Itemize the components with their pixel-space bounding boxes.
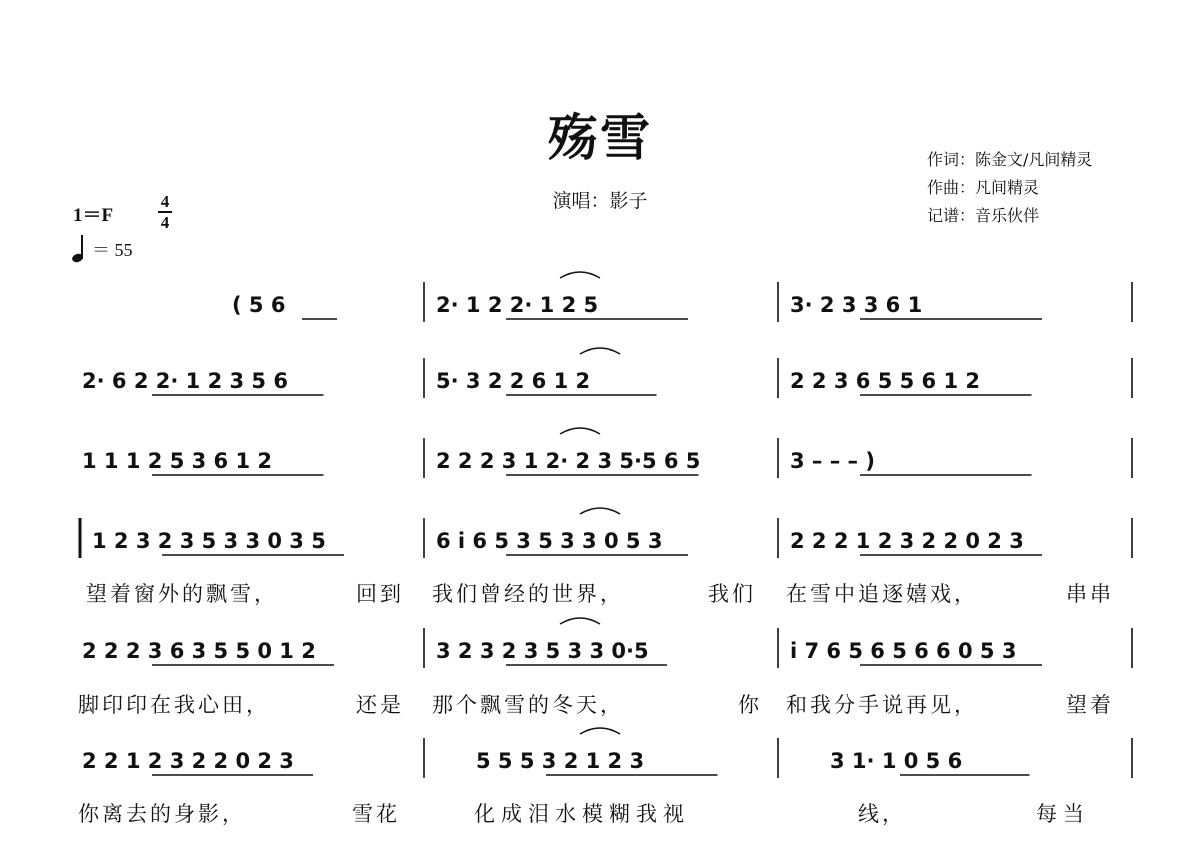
slur-mark xyxy=(580,728,620,734)
lyric-phrase: 每当 xyxy=(1036,802,1090,826)
lyric-phrase: 那个飘雪的冬天， xyxy=(432,693,624,717)
measure-notes: 3 1· 1 0 5 6 xyxy=(830,749,963,773)
singer-credit: 演唱：影子 xyxy=(552,190,648,212)
measure-notes: 2 2 2 1 2 3 2 2 0 2 3 xyxy=(790,529,1024,553)
measure-notes: 6 i 6 5 3 5 3 3 0 5 3 xyxy=(436,529,663,553)
measure-notes: 1 1 1 2 5 3 6 1 2 xyxy=(82,449,272,473)
measure-notes: 3· 2 3 3 6 1 xyxy=(790,293,923,317)
measure-notes: i 7 6 5 6 5 6 6 0 5 3 xyxy=(790,639,1017,663)
lyric-phrase: 和我分手说再见， xyxy=(786,693,978,717)
lyric-phrase: 化成泪水模糊我视 xyxy=(474,802,690,826)
measure-notes: 3 – – – ) xyxy=(790,449,875,473)
lyric-phrase: 你 xyxy=(738,693,762,717)
lyricist-credit: 作词：陈金文/凡间精灵 xyxy=(927,150,1093,169)
lyric-phrase: 望着 xyxy=(1066,693,1114,717)
lyric-phrase: 脚印印在我心田， xyxy=(78,693,270,717)
composer-credit: 作曲：凡间精灵 xyxy=(927,178,1040,197)
lyric-phrase: 线， xyxy=(858,802,906,826)
tempo-value: ＝ 55 xyxy=(92,240,133,260)
lyric-phrase: 望着窗外的飘雪， xyxy=(86,582,278,606)
measure-notes: 2 2 3 6 5 5 6 1 2 xyxy=(790,369,980,393)
measure-notes: 2 2 1 2 3 2 2 0 2 3 xyxy=(82,749,294,773)
lyric-phrase: 雪花 xyxy=(352,802,400,826)
measure-notes: 3 2 3 2 3 5 3 3 0·5 xyxy=(436,639,649,663)
slur-mark xyxy=(580,348,620,354)
measure-notes: 5 5 5 3 2 1 2 3 xyxy=(476,749,645,773)
measure-notes: 5· 3 2 2 6 1 2 xyxy=(436,369,591,393)
time-signature-bottom: 4 xyxy=(160,212,170,232)
lyric-phrase: 还是 xyxy=(356,693,404,717)
measure-notes: 2· 6 2 2· 1 2 3 5 6 xyxy=(82,369,288,393)
measure-notes: 2 2 2 3 1 2· 2 3 5·5 6 5 xyxy=(436,449,701,473)
slur-mark xyxy=(560,272,600,278)
measure-notes: 1 2 3 2 3 5 3 3 0 3 5 xyxy=(92,529,326,553)
slur-mark xyxy=(560,428,600,434)
lyric-phrase: 你离去的身影， xyxy=(78,802,246,826)
measure-notes: 2· 1 2 2· 1 2 5 xyxy=(436,293,599,317)
lyric-phrase: 我们 xyxy=(708,582,756,606)
measure-notes: ( 5 6 xyxy=(232,293,286,317)
song-title: 殇雪 xyxy=(548,108,652,167)
slur-mark xyxy=(580,508,620,514)
key-signature: 1＝F xyxy=(73,205,114,226)
time-signature-top: 4 xyxy=(160,192,170,211)
slur-mark xyxy=(560,618,600,624)
lyric-phrase: 回到 xyxy=(356,582,404,606)
lyric-phrase: 在雪中追逐嬉戏， xyxy=(786,582,978,606)
lyric-phrase: 我们曾经的世界， xyxy=(432,582,624,606)
lyric-phrase: 串串 xyxy=(1066,582,1114,606)
transcriber-credit: 记谱：音乐伙伴 xyxy=(927,206,1040,225)
measure-notes: 2 2 2 3 6 3 5 5 0 1 2 xyxy=(82,639,316,663)
